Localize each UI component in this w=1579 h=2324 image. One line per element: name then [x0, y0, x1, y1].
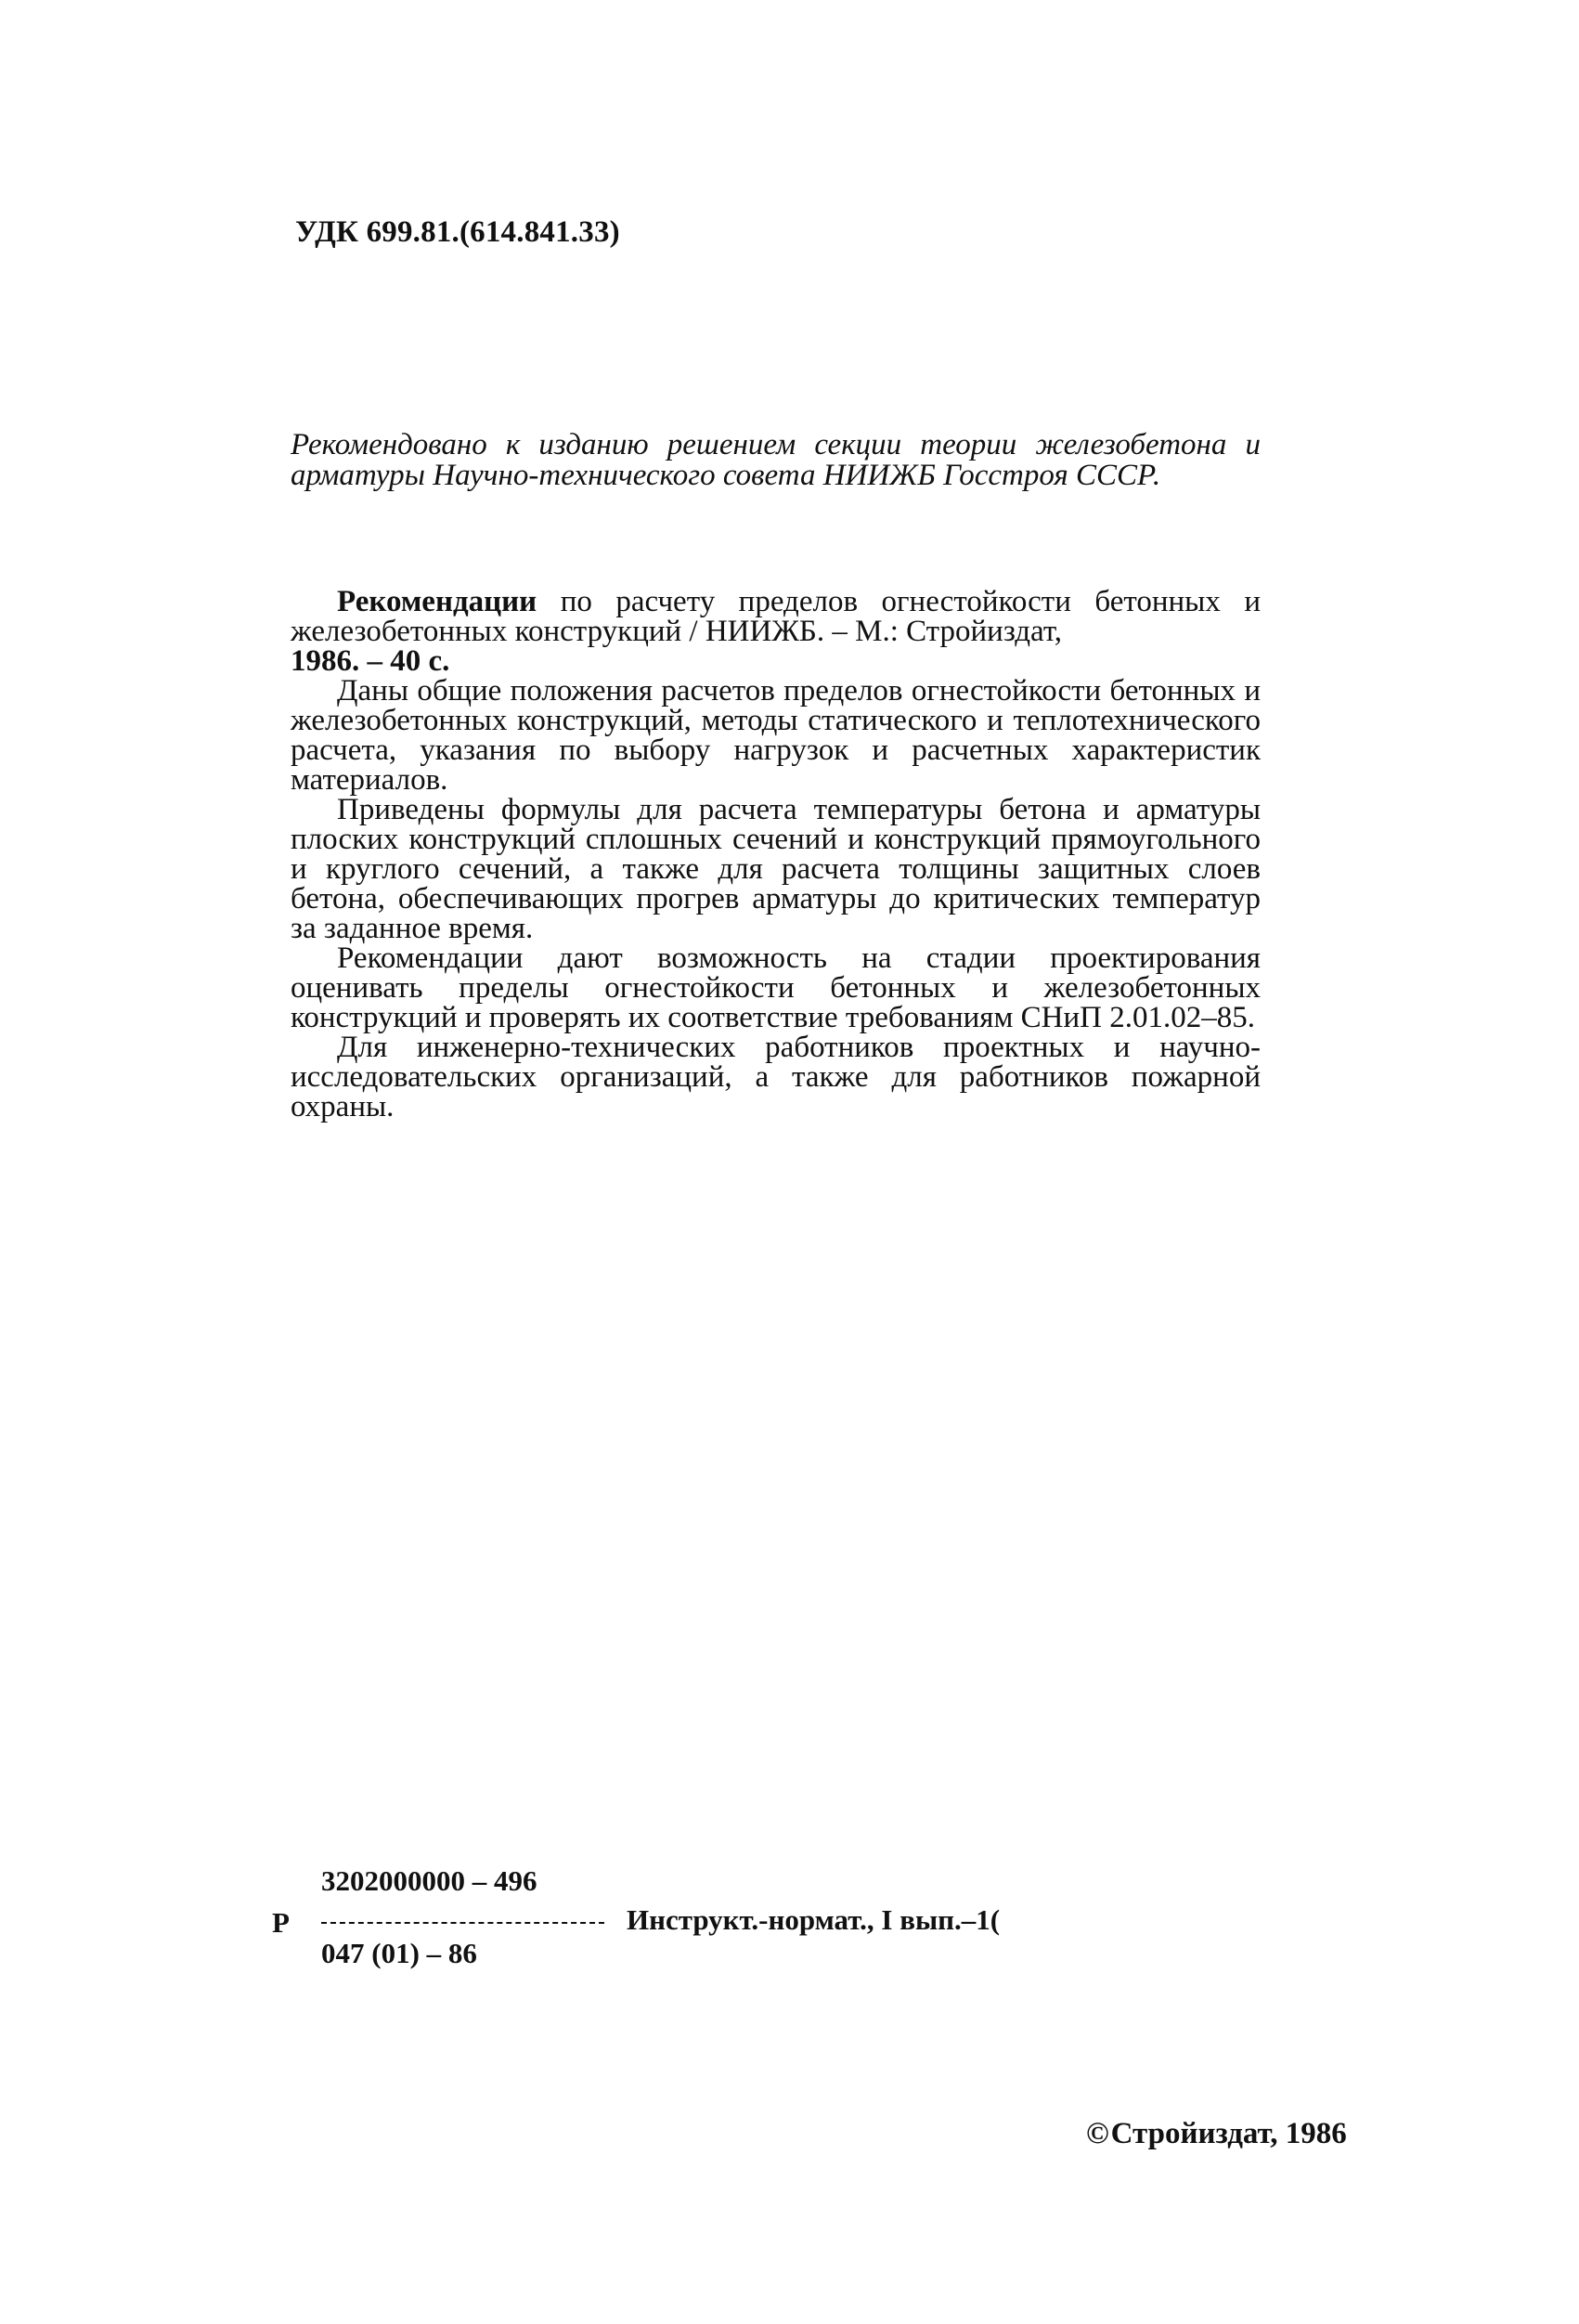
- bibliographic-year-pages: 1986. – 40 с.: [291, 644, 450, 678]
- abstract-paragraph: Приведены формулы для расчета температуры бетона и арматуры плоских конструкций сплошных сечений и конструкций прямоугольного и круглого сечений, а также для расчета толщины защитных слоев бетона, обеспечивающих прогрев арматуры до критических температур за заданное время.: [291, 793, 1261, 945]
- copyright-notice: [1086, 2117, 1347, 2151]
- index-numerator: 3202000000 – 496: [321, 1864, 537, 1897]
- index-letter: Р: [272, 1906, 290, 1939]
- abstract-paragraph: Даны общие положения расчетов пределов огнестойкости бетонных и железобетонных конструкций, методы статического и теплотехнического расчета, указания по выбору нагрузок и расчетных характеристик материалов.: [291, 674, 1261, 797]
- bibliographic-entry: [291, 587, 1261, 676]
- abstract-paragraph: Для инженерно-технических работников проектных и научно-исследовательских организаций, а также для работников пожарной охраны.: [291, 1031, 1261, 1123]
- copyright-text: Стройиздат, 1986: [1110, 2117, 1347, 2150]
- publication-index-code: [272, 1864, 1107, 1967]
- udk-classification: УДК 699.81.(614.841.33): [295, 215, 620, 249]
- abstract-block: [291, 587, 1261, 1122]
- series-info: Инструкт.-нормат., I вып.–1(: [627, 1903, 1001, 1936]
- copyright-symbol: ©: [1086, 2117, 1109, 2150]
- bibliographic-text: по расчету пределов огнестойкости бетонных и железобетонных конструкций / НИИЖБ. – М.: Стройиздат,: [291, 585, 1261, 648]
- bibliographic-title: Рекомендации: [337, 585, 537, 618]
- publication-recommendation: Рекомендовано к изданию решением секции теории железобетона и арматуры Научно-технического совета НИИЖБ Госстроя СССР.: [291, 428, 1261, 492]
- abstract-paragraph: Рекомендации дают возможность на стадии проектирования оценивать пределы огнестойкости бетонных и железобетонных конструкций и проверять их соответствие требованиям СНиП 2.01.02–85.: [291, 941, 1261, 1034]
- index-divider: [321, 1922, 604, 1924]
- index-denominator: 047 (01) – 86: [321, 1937, 477, 1969]
